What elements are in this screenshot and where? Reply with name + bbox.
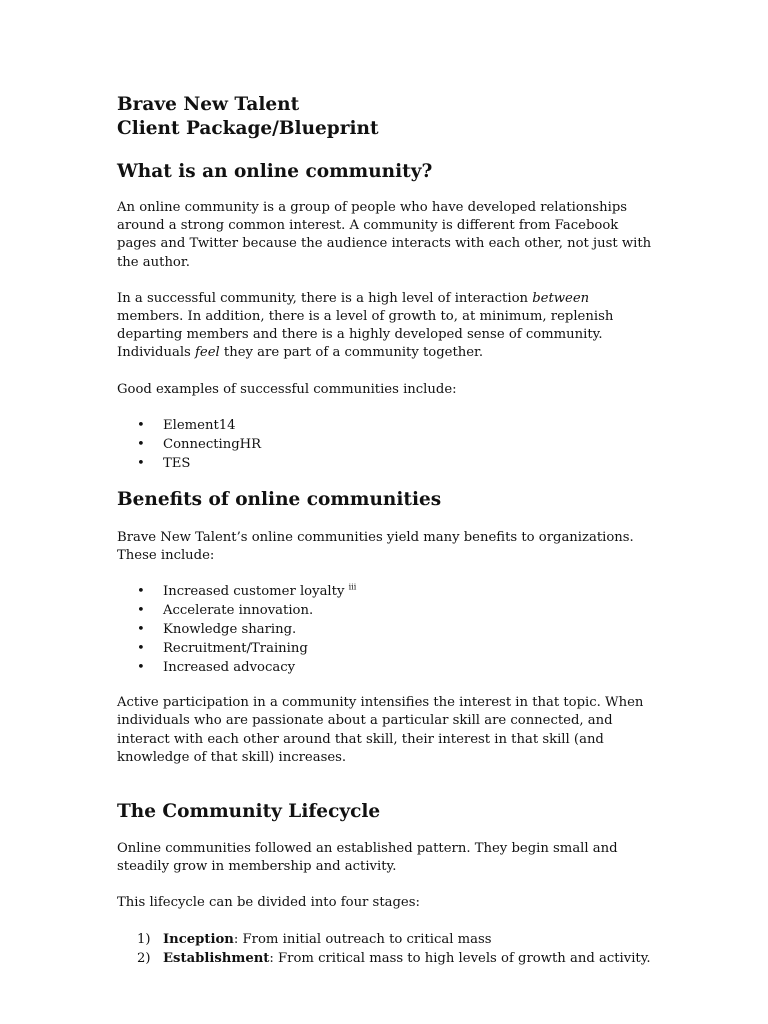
bullet-icon: • — [137, 436, 145, 452]
list-item — [117, 601, 657, 620]
footnote-reference[interactable]: iii — [348, 582, 357, 592]
list-item — [117, 620, 657, 639]
text-run: In a successful community, there is a high level of interaction — [117, 290, 533, 306]
examples-list — [117, 416, 657, 473]
bullet-icon: • — [137, 455, 145, 471]
paragraph-four-stages: This lifecycle can be divided into four stages: — [117, 895, 420, 911]
paragraph-definition: An online community is a group of people who have developed relationships around a strong common interest. A community is different from Facebook pages and Twitter because the audience interacts with each other, not just with the author. — [117, 200, 652, 270]
stage-description: : From initial outreach to critical mass — [233, 931, 492, 947]
list-item — [117, 930, 657, 949]
heading-benefits: Benefits of online communities — [117, 488, 442, 510]
list-number: 1) — [137, 931, 151, 947]
title-line-1: Brave New Talent — [117, 94, 300, 115]
stage-term: Inception — [163, 931, 234, 947]
paragraph-active-participation: Active participation in a community intensifies the interest in that topic. When individuals who are passionate about a particular skill are connected, and interact with each other around that skill, their interest in that skill (and knowledge of that skill) increases. — [117, 695, 644, 765]
heading-community-lifecycle: The Community Lifecycle — [117, 801, 381, 823]
list-item — [117, 949, 657, 968]
emphasis-between: between — [532, 290, 590, 306]
list-item-text: TES — [163, 455, 191, 471]
list-item-text: Recruitment/Training — [163, 641, 308, 657]
list-item — [117, 658, 657, 677]
list-item-text: Element14 — [163, 417, 236, 433]
bullet-icon: • — [137, 660, 145, 676]
bullet-icon: • — [137, 641, 145, 657]
list-item — [117, 454, 657, 473]
emphasis-feel: feel — [195, 345, 220, 361]
list-item-text: Increased customer loyalty — [163, 584, 345, 600]
paragraph-benefits-intro: Brave New Talent’s online communities yield many benefits to organizations. These include: — [117, 529, 634, 564]
list-item — [117, 435, 657, 454]
bullet-icon: • — [137, 603, 145, 619]
stage-description: : From critical mass to high levels of growth and activity. — [269, 950, 651, 966]
list-item-text: Accelerate innovation. — [163, 603, 314, 619]
bullet-icon: • — [137, 417, 145, 433]
list-item — [117, 582, 657, 601]
paragraph-examples-intro: Good examples of successful communities include: — [117, 381, 457, 397]
stages-list — [117, 930, 657, 968]
list-number: 2) — [137, 950, 151, 966]
document-page — [117, 93, 657, 968]
text-run: they are part of a community together. — [219, 345, 484, 361]
benefits-list — [117, 582, 657, 677]
list-item-text: Increased advocacy — [163, 660, 296, 676]
list-item-text: ConnectingHR — [163, 436, 262, 452]
heading-what-is-community: What is an online community? — [117, 161, 433, 182]
list-item — [117, 639, 657, 658]
title-line-2: Client Package/Blueprint — [117, 118, 379, 139]
bullet-icon: • — [137, 622, 145, 638]
text-run: members. In addition, there is a level of growth to, at minimum, replenish departing members and there is a highly developed sense of community. Individuals — [117, 309, 614, 361]
stage-term: Establishment — [163, 950, 270, 966]
paragraph-successful-community — [117, 290, 657, 363]
paragraph-lifecycle-intro: Online communities followed an established pattern. They begin small and steadily grow in membership and activity. — [117, 841, 618, 875]
list-item — [117, 416, 657, 435]
bullet-icon: • — [137, 584, 145, 600]
list-item-text: Knowledge sharing. — [163, 622, 297, 638]
document-title — [117, 93, 657, 141]
